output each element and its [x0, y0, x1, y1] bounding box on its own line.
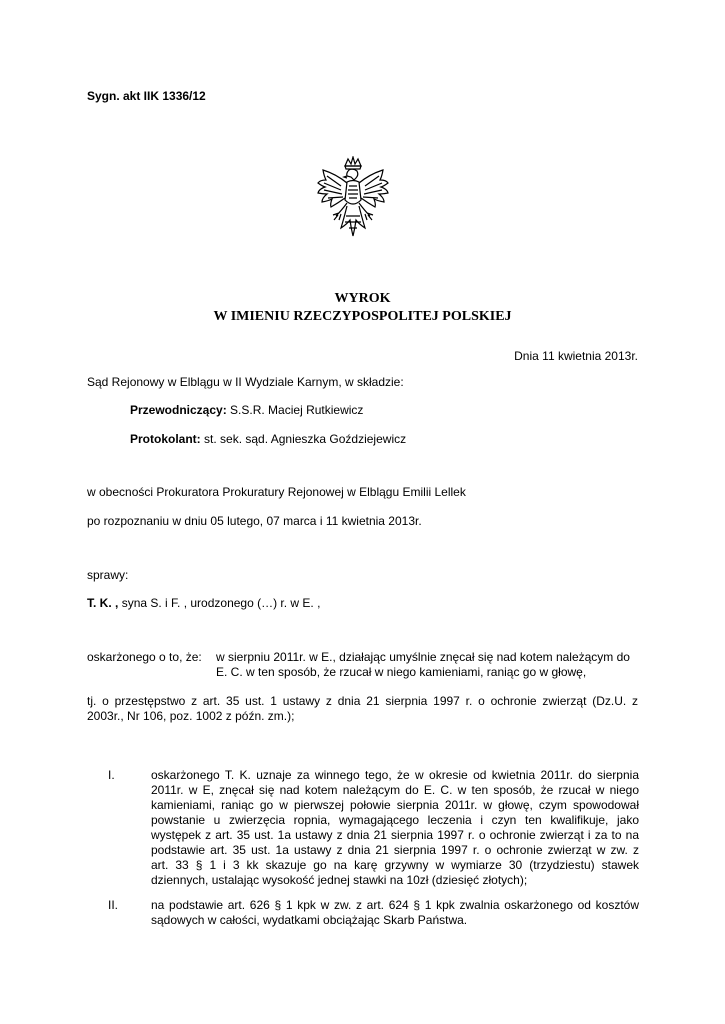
defendant-name: T. K. ,: [87, 596, 119, 610]
court-intro: Sąd Rejonowy w Elblągu w II Wydziale Karnym, w składzie:: [87, 375, 404, 389]
case-label: sprawy:: [87, 568, 129, 582]
presiding-judge-line: [130, 403, 363, 418]
legal-basis-line-2: 2003r., Nr 106, poz. 1002 z późn. zm.);: [87, 709, 295, 723]
hearing-dates: po rozpoznaniu w dniu 05 lutego, 07 marca i 11 kwietnia 2013r.: [87, 514, 422, 528]
polish-eagle-emblem-icon: [314, 156, 392, 244]
case-signature: Sygn. akt IIK 1336/12: [87, 89, 206, 103]
legal-basis: [87, 694, 638, 724]
defendant-details: syna S. i F. , urodzonego (…) r. w E. ,: [121, 596, 321, 610]
presiding-name: S.S.R. Maciej Rutkiewicz: [230, 403, 364, 417]
prosecutor-presence: w obecności Prokuratora Prokuratury Rejonowej w Elblągu Emilii Lellek: [87, 485, 466, 499]
verdict-1-line: powstanie u zwierzęcia ropnia, wymagającego leczenia i czyn ten kwalifikuje, jako: [151, 813, 639, 827]
charge-line-2: E. C. w ten sposób, że rzucał w niego kamieniami, raniąc go w głowę,: [216, 665, 587, 679]
charge-label: oskarżonego o to, że:: [87, 650, 202, 664]
verdict-1-line: kamieniami, raniąc go w pierwszej połowie sierpnia 2011r. w głowę, czym spowodował: [151, 798, 639, 812]
judgment-title: [0, 290, 725, 326]
verdict-point-1: [151, 768, 639, 888]
verdict-numeral-2: II.: [108, 898, 119, 912]
recorder-name: st. sek. sąd. Agnieszka Goździejewicz: [204, 432, 407, 446]
verdict-numeral-1: I.: [108, 768, 115, 782]
charge-line-1: w sierpniu 2011r. w E., działając umyślnie znęcał się nad kotem należącym do: [216, 650, 630, 664]
verdict-point-2: [151, 898, 639, 928]
verdict-1-line: występek z art. 35 ust. 1a ustawy z dnia 21 sierpnia 1997 r. o ochronie zwierząt i za to na: [151, 828, 639, 842]
verdict-1-line: podstawie art. 35 ust. 1a ustawy z dnia 21 sierpnia 1997 r. o ochronie zwierząt w zw. z: [151, 843, 639, 857]
presiding-label: Przewodniczący:: [130, 403, 227, 417]
legal-basis-line-1: tj. o przestępstwo z art. 35 ust. 1 ustawy z dnia 21 sierpnia 1997 r. o ochronie zwierząt (Dz.U. z: [87, 694, 638, 708]
verdict-1-line: 2011r. w E, znęcał się nad kotem należącym do E. C. w ten sposób, że rzucał w niego: [151, 783, 639, 797]
charge-description: [216, 650, 638, 680]
verdict-1-line: dziennych, ustalając wysokość jednej stawki na 10zł (dziesięć złotych);: [151, 873, 528, 887]
verdict-1-line: art. 33 § 1 i 3 kk skazuje go na karę grzywny w wymiarze 30 (trzydziestu) stawek: [151, 858, 639, 872]
defendant-line: [87, 596, 320, 611]
verdict-2-line: sądowych w całości, wydatkami obciążając Skarb Państwa.: [151, 913, 468, 927]
verdict-2-line: na podstawie art. 626 § 1 kpk w zw. z art. 624 § 1 kpk zwalnia oskarżonego od kosztów: [151, 898, 639, 912]
verdict-1-line: oskarżonego T. K. uznaje za winnego tego, że w okresie od kwietnia 2011r. do sierpnia: [151, 768, 639, 782]
recorder-line: [130, 432, 406, 447]
recorder-label: Protokolant:: [130, 432, 201, 446]
judgment-date: Dnia 11 kwietnia 2013r.: [514, 349, 638, 363]
title-line-2: W IMIENIU RZECZYPOSPOLITEJ POLSKIEJ: [213, 309, 512, 324]
title-line-1: WYROK: [334, 291, 391, 306]
